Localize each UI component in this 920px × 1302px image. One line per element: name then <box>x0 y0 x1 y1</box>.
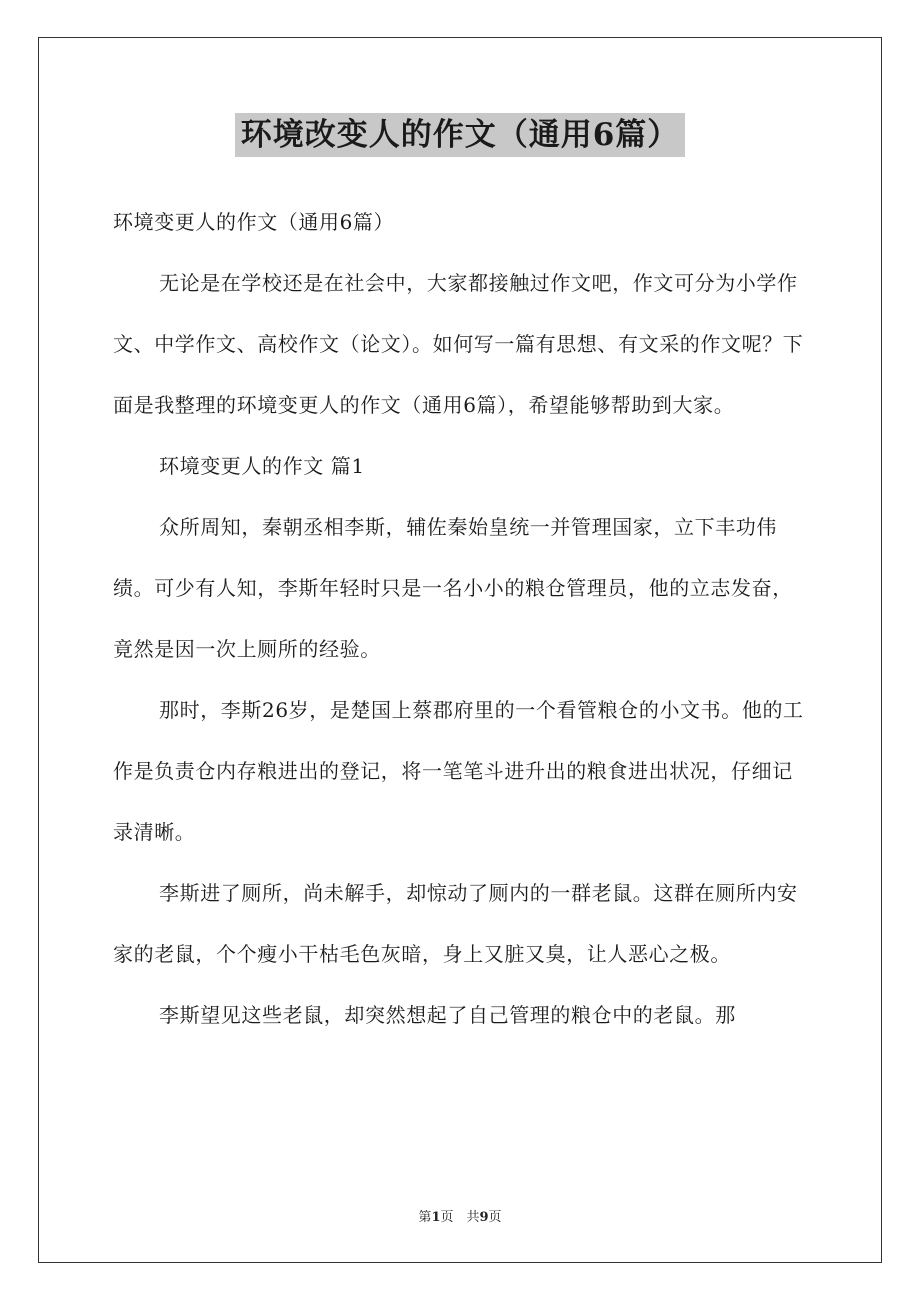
subtitle-paragraph: 环境变更人的作文（通用6篇） <box>113 210 395 234</box>
title-container <box>0 113 920 157</box>
body-paragraph: 李斯望见这些老鼠，却突然想起了自己管理的粮仓中的老鼠。那 <box>159 1003 736 1027</box>
body-paragraph: 那时，李斯26岁，是楚国上蔡郡府里的一个看管粮仓的小文书。他的工作是负责仓内存粮进出的登记，将一笔笔斗进升出的粮食进出状况，仔细记录清晰。 <box>113 698 804 844</box>
total-page-number: 9 <box>479 1210 489 1225</box>
body-paragraph: 众所周知，秦朝丞相李斯，辅佐秦始皇统一并管理国家，立下丰功伟绩。可少有人知，李斯年轻时只是一名小小的粮仓管理员，他的立志发奋，竟然是因一次上厕所的经验。 <box>113 515 793 661</box>
footer-prefix: 第 <box>418 1210 432 1225</box>
document-title: 环境改变人的作文（通用6篇） <box>235 113 686 157</box>
current-page-number: 1 <box>431 1210 441 1225</box>
footer-suffix: 页 <box>488 1210 502 1225</box>
section-heading: 环境变更人的作文 篇1 <box>159 454 365 478</box>
footer-mid: 页 共 <box>440 1210 480 1225</box>
document-body <box>113 192 809 1046</box>
intro-paragraph: 无论是在学校还是在社会中，大家都接触过作文吧，作文可分为小学作文、中学作文、高校作文（论文）。如何写一篇有思想、有文采的作文呢？下面是我整理的环境变更人的作文（通用6篇），希望能够帮助到大家。 <box>113 271 804 417</box>
body-paragraph: 李斯进了厕所，尚未解手，却惊动了厕内的一群老鼠。这群在厕所内安家的老鼠，个个瘦小干枯毛色灰暗，身上又脏又臭，让人恶心之极。 <box>113 881 798 966</box>
page-footer <box>0 1206 920 1225</box>
